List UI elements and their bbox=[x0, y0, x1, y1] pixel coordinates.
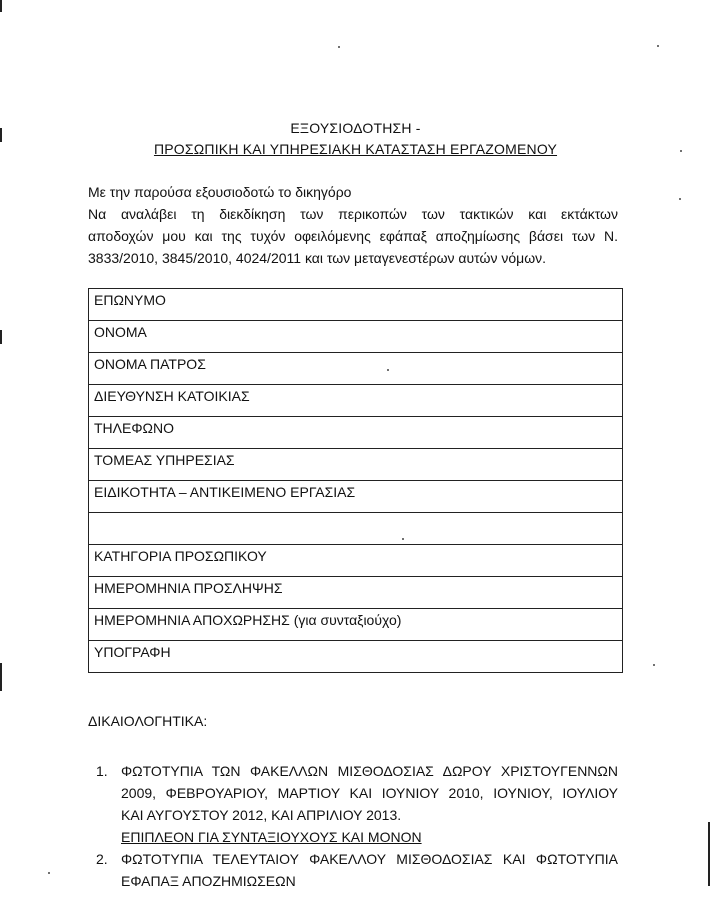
item-underlined-line: ΕΠΙΠΛΕΟΝ ΓΙΑ ΣΥΝΤΑΞΙΟΥΧΟΥΣ ΚΑΙ ΜΟΝΟΝ bbox=[121, 829, 422, 845]
form-row bbox=[89, 353, 623, 385]
authorization-text bbox=[88, 181, 618, 269]
intro-line-3: αποδοχών μου και της τυχόν οφειλόμενης εφάπαξ αποζημίωσης βάσει των Ν. bbox=[88, 228, 618, 244]
field-surname[interactable]: ΕΠΩΝΥΜΟ bbox=[89, 289, 623, 321]
scan-speck bbox=[387, 369, 389, 371]
documents-list bbox=[96, 760, 618, 892]
item-line: ΦΩΤΟΤΥΠΙΑ ΤΩΝ ΦΑΚΕΛΛΩΝ ΜΙΣΘΟΔΟΣΙΑΣ ΔΩΡΟΥ ΧΡΙΣΤΟΥΓΕΝΝΩΝ bbox=[121, 763, 618, 779]
form-row bbox=[89, 385, 623, 417]
scan-speck bbox=[402, 538, 404, 540]
field-staff-category[interactable]: ΚΑΤΗΓΟΡΙΑ ΠΡΟΣΩΠΙΚΟΥ bbox=[89, 545, 623, 577]
document-subtitle: ΠΡΟΣΩΠΙΚΗ ΚΑΙ ΥΠΗΡΕΣΙΑΚΗ ΚΑΤΑΣΤΑΣΗ ΕΡΓΑΖΟΜΕΝΟΥ bbox=[153, 141, 558, 157]
form-row bbox=[89, 417, 623, 449]
scan-speck bbox=[680, 150, 682, 152]
scan-speck bbox=[338, 46, 340, 48]
form-row bbox=[89, 545, 623, 577]
scan-edge-mark bbox=[0, 663, 2, 691]
scan-edge-mark bbox=[0, 128, 2, 142]
scan-speck bbox=[679, 198, 681, 200]
form-row bbox=[89, 641, 623, 673]
intro-line-1: Με την παρούσα εξουσιοδοτώ το δικηγόρο bbox=[88, 184, 352, 200]
documents-heading: ΔΙΚΑΙΟΛΟΓΗΤΙΚΑ: bbox=[88, 713, 208, 729]
list-number: 1. bbox=[96, 763, 108, 779]
intro-line-2: Να αναλάβει τη διεκδίκηση των περικοπών των τακτικών και εκτάκτων bbox=[88, 206, 618, 222]
scan-edge-mark bbox=[708, 822, 710, 886]
intro-line-4: 3833/2010, 3845/2010, 4024/2011 και των μεταγενεστέρων αυτών νόμων. bbox=[88, 250, 547, 266]
item-line: ΕΦΑΠΑΞ ΑΠΟΖΗΜΙΩΣΕΩΝ bbox=[121, 873, 296, 889]
field-blank[interactable] bbox=[89, 513, 623, 545]
field-home-address[interactable]: ΔΙΕΥΘΥΝΣΗ ΚΑΤΟΙΚΙΑΣ bbox=[89, 385, 623, 417]
list-item bbox=[96, 848, 618, 892]
field-service-sector[interactable]: ΤΟΜΕΑΣ ΥΠΗΡΕΣΙΑΣ bbox=[89, 449, 623, 481]
list-number: 2. bbox=[96, 851, 108, 867]
form-row bbox=[89, 513, 623, 545]
field-father-name[interactable]: ΟΝΟΜΑ ΠΑΤΡΟΣ bbox=[89, 353, 623, 385]
field-hiring-date[interactable]: ΗΜΕΡΟΜΗΝΙΑ ΠΡΟΣΛΗΨΗΣ bbox=[89, 577, 623, 609]
list-item bbox=[96, 760, 618, 848]
field-phone[interactable]: ΤΗΛΕΦΩΝΟ bbox=[89, 417, 623, 449]
scan-edge-mark bbox=[0, 330, 2, 344]
scan-edge-mark bbox=[0, 0, 2, 12]
form-row bbox=[89, 577, 623, 609]
document-title: ΕΞΟΥΣΙΟΔΟΤΗΣΗ - bbox=[290, 120, 421, 136]
field-first-name[interactable]: ΟΝΟΜΑ bbox=[89, 321, 623, 353]
field-departure-date[interactable]: ΗΜΕΡΟΜΗΝΙΑ ΑΠΟΧΩΡΗΣΗΣ (για συνταξιούχο) bbox=[89, 609, 623, 641]
form-row bbox=[89, 289, 623, 321]
form-row bbox=[89, 449, 623, 481]
form-row bbox=[89, 609, 623, 641]
scan-speck bbox=[657, 45, 659, 47]
field-specialty[interactable]: ΕΙΔΙΚΟΤΗΤΑ – ΑΝΤΙΚΕΙΜΕΝΟ ΕΡΓΑΣΙΑΣ bbox=[89, 481, 623, 513]
form-row bbox=[89, 321, 623, 353]
item-line: 2009, ΦΕΒΡΟΥΑΡΙΟΥ, ΜΑΡΤΙΟΥ ΚΑΙ ΙΟΥΝΙΟΥ 2010, ΙΟΥΝΙΟΥ, ΙΟΥΛΙΟΥ bbox=[121, 785, 618, 801]
scan-speck bbox=[48, 872, 50, 874]
item-line: ΦΩΤΟΤΥΠΙΑ ΤΕΛΕΥΤΑΙΟΥ ΦΑΚΕΛΛΟΥ ΜΙΣΘΟΔΟΣΙΑΣ ΚΑΙ ΦΩΤΟΤΥΠΙΑ bbox=[121, 851, 618, 867]
item-line: ΚΑΙ ΑΥΓΟΥΣΤΟΥ 2012, ΚΑΙ ΑΠΡΙΛΙΟΥ 2013. bbox=[121, 807, 402, 823]
employee-details-form bbox=[88, 288, 623, 673]
form-row bbox=[89, 481, 623, 513]
field-signature[interactable]: ΥΠΟΓΡΑΦΗ bbox=[89, 641, 623, 673]
scan-speck bbox=[653, 664, 655, 666]
